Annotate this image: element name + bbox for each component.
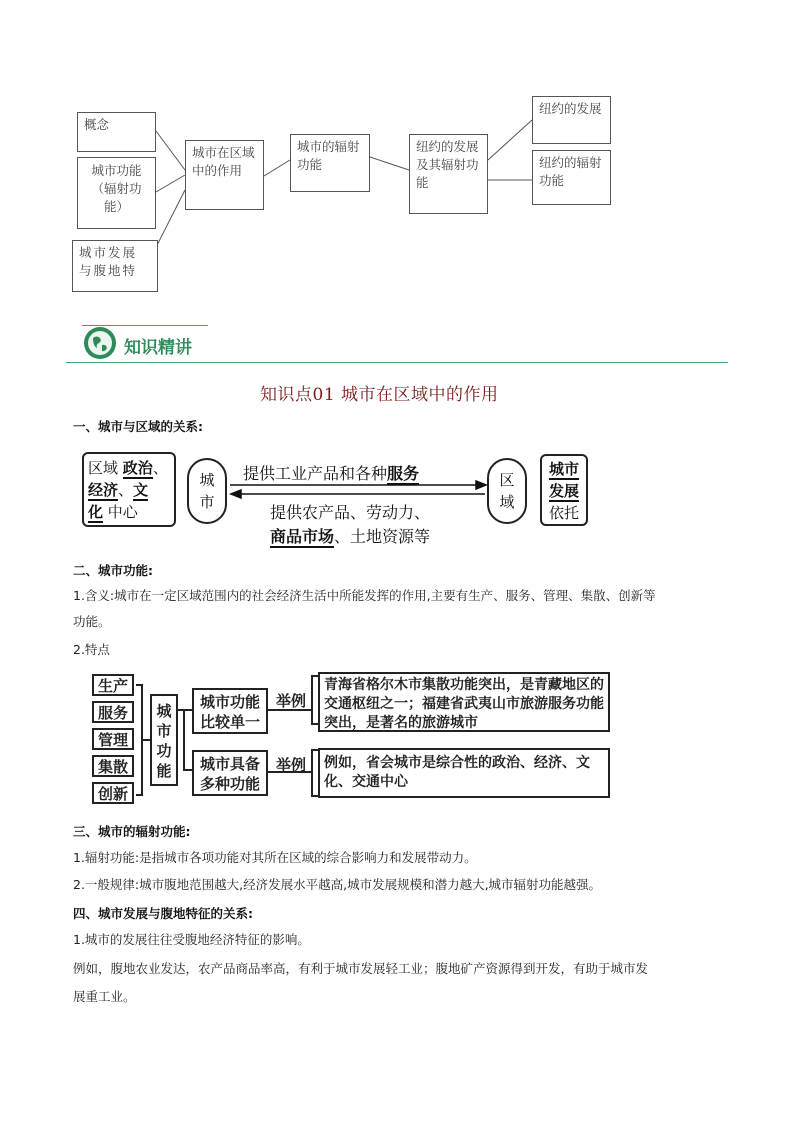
bottom-arrow-plain: 、土地资源等: [334, 527, 431, 546]
s3-heading: 三、城市的辐射功能:: [73, 824, 191, 839]
map-hub-rad: [532, 150, 611, 205]
map-hub-rad-label: 纽约的辐射功能: [539, 155, 602, 188]
map-concept: [77, 112, 156, 152]
map-concept-label: 概念: [84, 117, 110, 132]
s1-heading: 一、城市与区域的关系:: [73, 419, 203, 434]
example-label-2: 举例: [276, 756, 307, 774]
map-function: [77, 157, 156, 229]
func-management: 管理: [92, 728, 134, 750]
region-center-box: [82, 452, 176, 527]
economy-label: 经济: [88, 481, 119, 499]
map-hub-label: 纽约的发展及其辐射功能: [416, 139, 479, 190]
map-hub: [409, 134, 488, 214]
center-label: 中心: [103, 503, 138, 521]
culture-label-1: 文: [133, 481, 149, 499]
s2-p1: 1.含义:城市在一定区域范围内的社会经济生活中所能发挥的作用,主要有生产、服务、管理、集散、创新等: [73, 588, 656, 603]
punct-1: 、: [152, 459, 168, 477]
func-distribution: 集散: [92, 755, 134, 777]
city-label: 城市: [199, 471, 215, 511]
example-label-1: 举例: [276, 692, 307, 710]
s3-p1: 1.辐射功能:是指城市各项功能对其所在区域的综合影响力和发展带动力。: [73, 850, 477, 865]
map-role-label: 城市在区域中的作用: [192, 145, 255, 178]
section-title: 知识点01 城市在区域中的作用: [260, 385, 499, 405]
market-word: 商品市场: [270, 527, 335, 546]
func-innovation: 创新: [92, 782, 134, 804]
single-function-box: 城市功能比较单一: [192, 688, 268, 734]
service-word: 服务: [387, 464, 420, 483]
map-hinterland: [72, 240, 158, 292]
map-radiation-label: 城市的辐射功能: [297, 139, 360, 172]
s2-p2: 2.特点: [73, 642, 110, 657]
region-label: 区域: [88, 459, 119, 477]
example-box-1: 青海省格尔木市集散功能突出，是青藏地区的交通枢纽之一；福建省武夷山市旅游服务功能突出，是著名的旅游城市: [318, 672, 610, 732]
politics-label: 政治: [122, 459, 153, 477]
city-word: 城市: [548, 460, 579, 478]
bottom-arrow-text-2: [270, 524, 430, 547]
banner-top-rule: [82, 325, 208, 326]
bottom-arrow-text-1: 提供农产品、劳动力、: [270, 503, 431, 522]
punct-2: 、: [118, 481, 134, 499]
map-hinterland-label: 城市发展与腹地特: [79, 245, 138, 278]
top-arrow-plain: 提供工业产品和各种: [243, 464, 388, 483]
func-service: 服务: [92, 701, 134, 723]
top-arrow-text: [243, 461, 419, 484]
banner-bottom-rule: [66, 362, 728, 363]
example-box-2: 例如，省会城市是综合性的政治、经济、文化、交通中心: [318, 748, 610, 798]
dev-word: 发展: [548, 482, 579, 500]
culture-label-2: 化: [88, 503, 104, 521]
map-function-label: 城市功能（辐射功能）: [91, 163, 142, 214]
s2-p1b: 功能。: [73, 614, 111, 629]
city-function-box: 城市功能: [150, 694, 178, 786]
map-hub-dev-label: 纽约的发展: [539, 101, 602, 116]
support-word: 依托: [548, 504, 579, 522]
banner-title: 知识精讲: [124, 338, 192, 358]
map-hub-dev: [532, 96, 611, 144]
globe-icon: [84, 327, 116, 359]
region-oval-label: 区域: [499, 471, 515, 511]
s2-heading: 二、城市功能:: [73, 563, 153, 578]
s3-p2: 2.一般规律:城市腹地范围越大,经济发展水平越高,城市发展规模和潜力越大,城市辐射功能越强。: [73, 877, 602, 892]
func-production: 生产: [92, 674, 134, 696]
region-oval: [487, 458, 527, 524]
s4-p1: 1.城市的发展往往受腹地经济特征的影响。: [73, 932, 310, 947]
map-radiation: [290, 134, 370, 192]
map-role: [185, 140, 264, 210]
s4-p2: 例如，腹地农业发达，农产品商品率高，有利于城市发展轻工业；腹地矿产资源得到开发，有助于城市发: [73, 961, 649, 976]
s4-p2b: 展重工业。: [73, 989, 136, 1004]
multi-function-box: 城市具备多种功能: [192, 750, 268, 796]
city-dev-box: [540, 454, 588, 526]
city-oval: [187, 458, 227, 524]
s4-heading: 四、城市发展与腹地特征的关系:: [73, 906, 253, 921]
